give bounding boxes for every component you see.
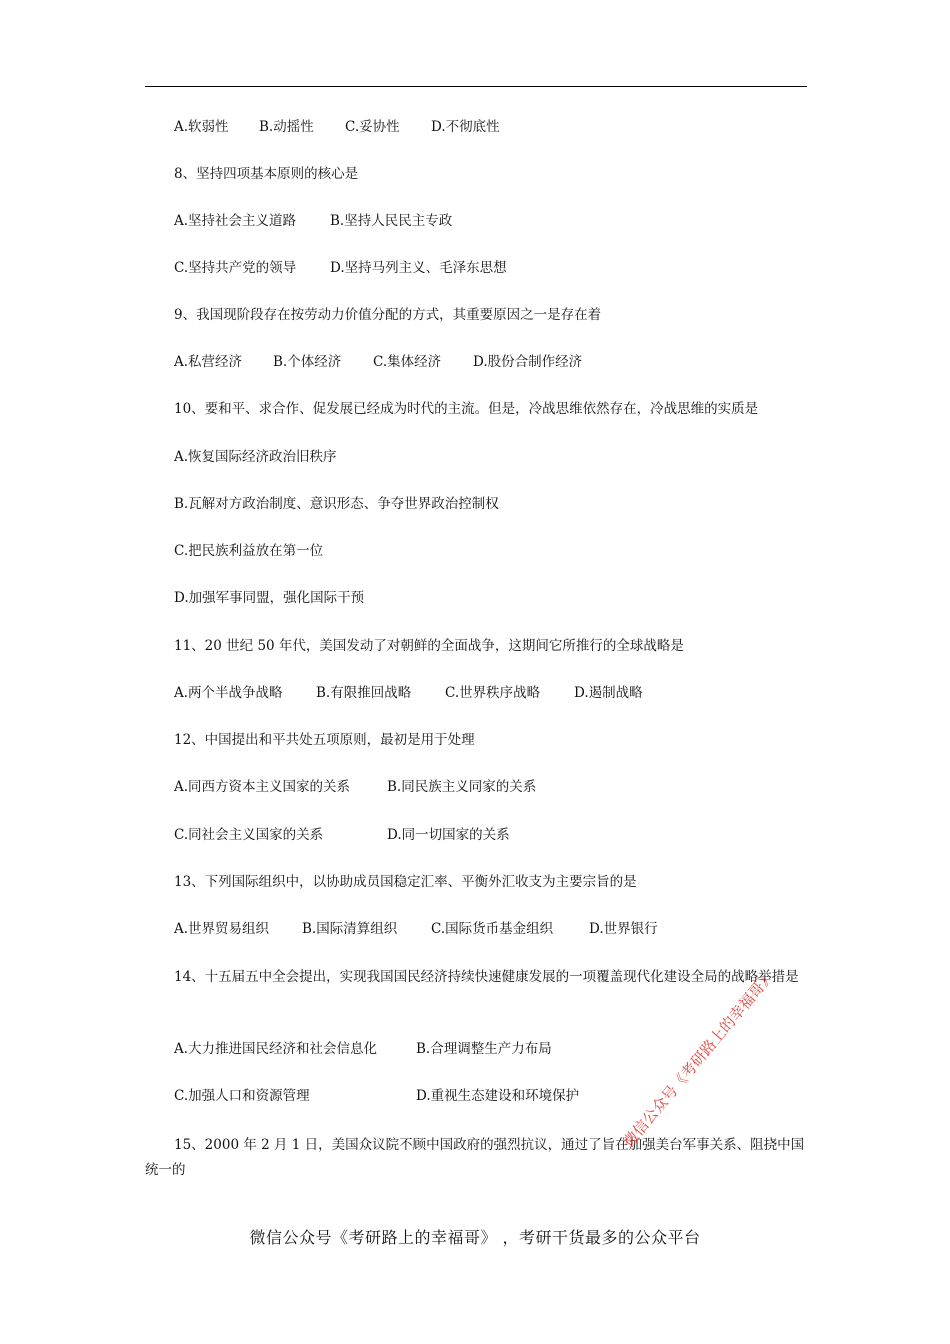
options-9	[174, 353, 582, 371]
option-a: A.坚持社会主义道路	[174, 213, 297, 229]
option-d: D.重视生态建设和环境保护	[416, 1088, 580, 1104]
options-13	[174, 920, 658, 938]
question-11: 11、20 世纪 50 年代，美国发动了对朝鲜的全面战争，这期间它所推行的全球战略是	[174, 638, 684, 654]
option-10b: B.瓦解对方政治制度、意识形态、争夺世界政治控制权	[174, 496, 499, 512]
option-c: C.国际货币基金组织	[431, 921, 554, 937]
option-a: A.同西方资本主义国家的关系	[174, 779, 351, 795]
option-c: C.妥协性	[345, 119, 400, 135]
options-line-7	[174, 118, 500, 136]
options-14b	[174, 1087, 579, 1105]
page-footer: 微信公众号《考研路上的幸福哥》 ，考研干货最多的公众平台	[249, 1228, 701, 1247]
option-d: D.同一切国家的关系	[387, 827, 510, 843]
option-a: A.软弱性	[174, 119, 229, 135]
question-12: 12、中国提出和平共处五项原则，最初是用于处理	[174, 732, 475, 748]
option-c: C.加强人口和资源管理	[174, 1088, 310, 1104]
option-d: D.股份合制作经济	[473, 354, 583, 370]
option-b: B.国际清算组织	[302, 921, 398, 937]
options-11	[174, 684, 643, 702]
option-a: A.世界贸易组织	[174, 921, 270, 937]
option-d: D.不彻底性	[431, 119, 500, 135]
question-9: 9、我国现阶段存在按劳动力价值分配的方式，其重要原因之一是存在着	[174, 307, 602, 323]
question-10: 10、要和平、求合作、促发展已经成为时代的主流。但是，冷战思维依然存在，冷战思维的实质是	[174, 401, 759, 417]
option-c: C.集体经济	[373, 354, 442, 370]
option-b: B.坚持人民民主专政	[330, 213, 453, 229]
option-b: B.动摇性	[259, 119, 314, 135]
option-b: B.有限推回战略	[316, 685, 412, 701]
option-10d: D.加强军事同盟，强化国际干预	[174, 590, 365, 606]
question-14: 14、十五届五中全会提出，实现我国国民经济持续快速健康发展的一项覆盖现代化建设全局的战略举措是	[174, 969, 799, 985]
option-a: A.两个半战争战略	[174, 685, 283, 701]
option-c: C.坚持共产党的领导	[174, 260, 297, 276]
header-rule	[145, 86, 807, 87]
options-12b	[174, 826, 510, 844]
option-a: A.大力推进国民经济和社会信息化	[174, 1041, 378, 1057]
options-8b	[174, 259, 507, 277]
option-b: B.同民族主义同家的关系	[387, 779, 537, 795]
option-a: A.私营经济	[174, 354, 243, 370]
watermark-stamp: 微信公众号《考研路上的幸福哥》	[619, 966, 778, 1151]
options-14a	[174, 1040, 552, 1058]
question-13: 13、下列国际组织中，以协助成员国稳定汇率、平衡外汇收支为主要宗旨的是	[174, 874, 637, 890]
option-10c: C.把民族利益放在第一位	[174, 543, 324, 559]
question-15: 15、2000 年 2 月 1 日，美国众议院不顾中国政府的强烈抗议，通过了旨在加强美台军事关系、阻挠中国统一的	[145, 1137, 805, 1178]
option-10a: A.恢复国际经济政治旧秩序	[174, 449, 337, 465]
options-8a	[174, 212, 452, 230]
option-d: D.世界银行	[589, 921, 658, 937]
option-d: D.坚持马列主义、毛泽东思想	[330, 260, 507, 276]
option-b: B.合理调整生产力布局	[416, 1041, 552, 1057]
question-8: 8、坚持四项基本原则的核心是	[174, 166, 359, 182]
option-c: C.同社会主义国家的关系	[174, 827, 324, 843]
options-12a	[174, 778, 536, 796]
option-b: B.个体经济	[273, 354, 342, 370]
option-d: D.遏制战略	[574, 685, 643, 701]
option-c: C.世界秩序战略	[445, 685, 541, 701]
